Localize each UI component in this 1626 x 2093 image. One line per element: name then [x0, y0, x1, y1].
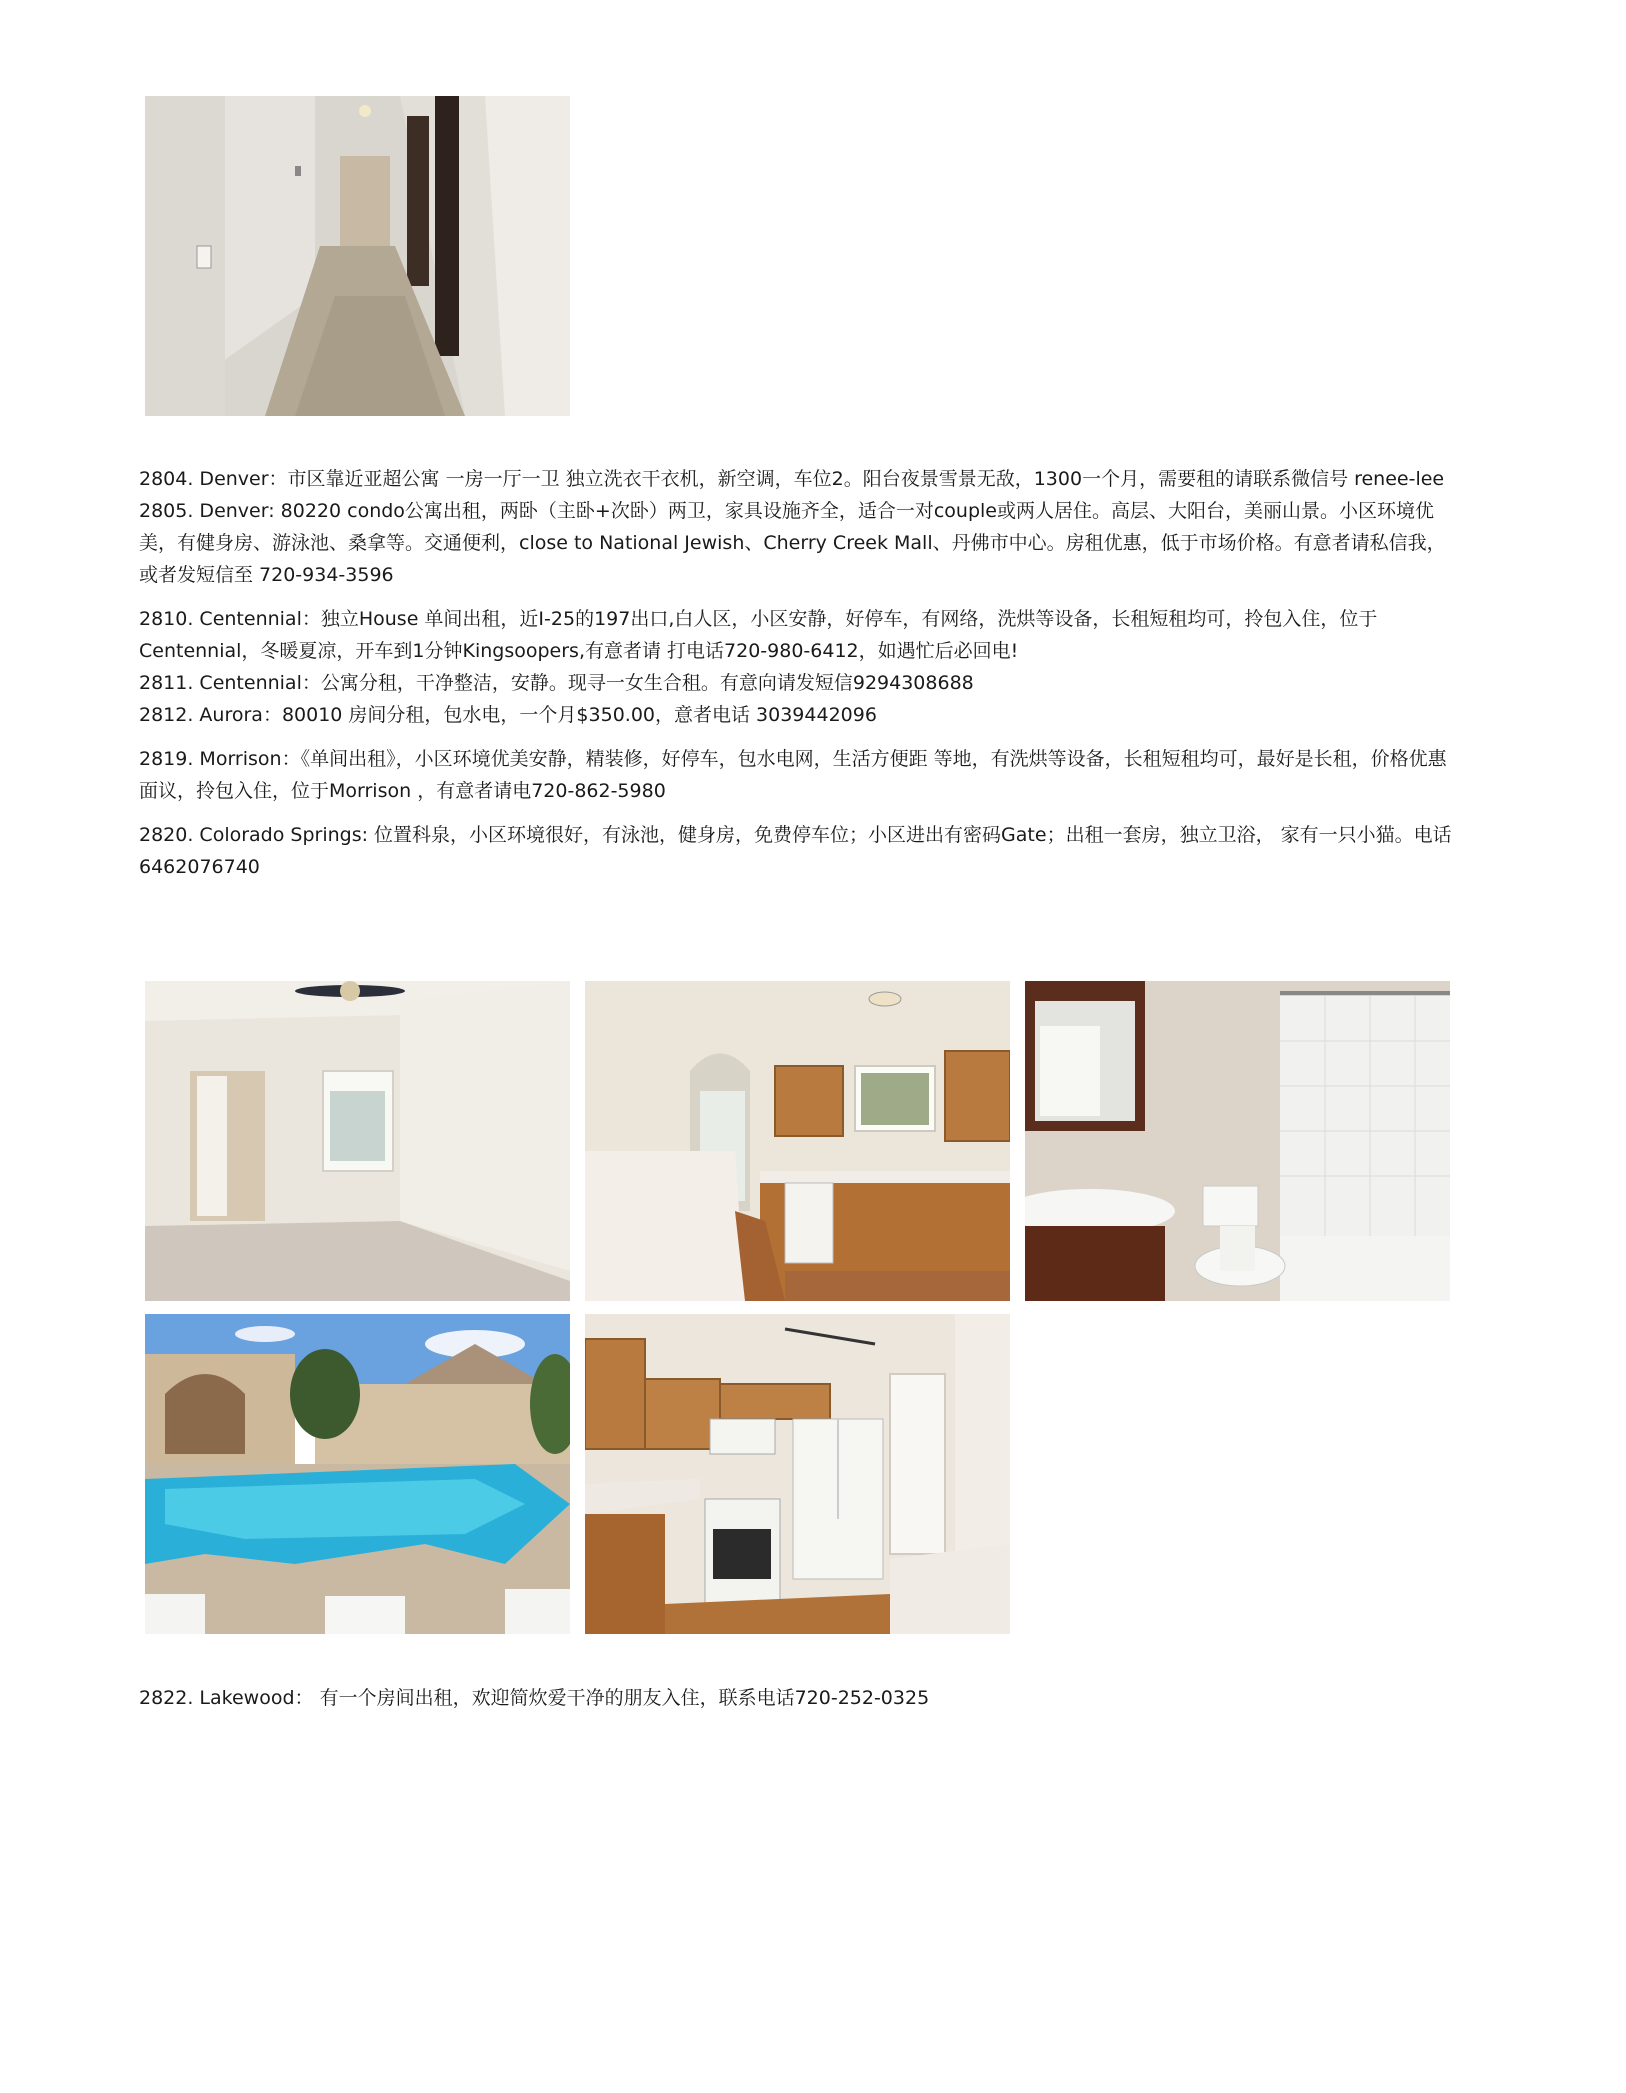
kitchen-appliances-photo: [585, 1314, 1010, 1634]
listing-2812: 2812. Aurora：80010 房间分租，包水电，一个月$350.00，意者电话 3039442096: [139, 704, 877, 726]
hallway-photo: [145, 96, 570, 416]
listing-2811: 2811. Centennial：公寓分租，干净整洁，安静。现寻一女生合租。有意向请发短信9294308688: [139, 672, 974, 694]
listing-2820: 2820. Colorado Springs: 位置科泉，小区环境很好，有泳池，健身房，免费停车位；小区进出有密码Gate；出租一套房，独立卫浴， 家有一只小猫。电话6462076740: [139, 824, 1452, 878]
listing-2819: 2819. Morrison：《单间出租》，小区环境优美安静，精装修，好停车，包水电网，生活方便距 等地，有洗烘等设备，长租短租均可，最好是长租，价格优惠面议，拎包入住，位于Morrison ，有意者请电720-862-5980: [139, 748, 1447, 802]
listings-block-2: [139, 1682, 1459, 1714]
pool-photo: [145, 1314, 570, 1634]
listing-2804: 2804. Denver：市区靠近亚超公寓 一房一厅一卫 独立洗衣干衣机，新空调，车位2。阳台夜景雪景无敌，1300一个月，需要租的请联系微信号 renee-lee: [139, 468, 1445, 490]
bathroom-photo: [1025, 981, 1450, 1301]
listing-2822: 2822. Lakewood： 有一个房间出租，欢迎简炊爱干净的朋友入住，联系电话720-252-0325: [139, 1687, 930, 1709]
listing-2810: 2810. Centennial：独立House 单间出租，近I-25的197出口,白人区，小区安静，好停车，有网络，洗烘等设备，长租短租均可，拎包入住，位于Centennial，冬暖夏凉，开车到1分钟Kingsoopers,有意者请 打电话720-980-6412，如遇忙后必回电!: [139, 608, 1378, 662]
listing-2805: 2805. Denver: 80220 condo公寓出租，两卧（主卧+次卧）两卫，家具设施齐全，适合一对couple或两人居住。高层、大阳台，美丽山景。小区环境优美，有健身房、游泳池、桑拿等。交通便利，close to National Jewish、Cherry Creek Mall、丹佛市中心。房租优惠，低于市场价格。有意者请私信我，或者发短信至 720-934-3596: [139, 500, 1446, 586]
bedroom-photo: [145, 981, 570, 1301]
listings-block-1: [139, 463, 1459, 883]
kitchen-sink-photo: [585, 981, 1010, 1301]
